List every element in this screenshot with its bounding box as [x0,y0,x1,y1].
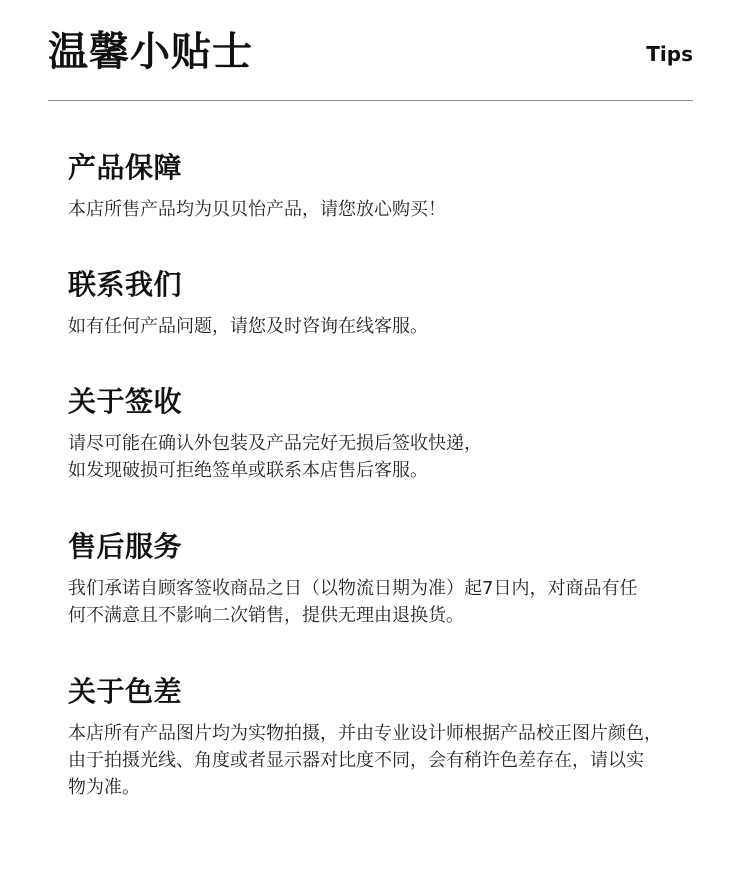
section-contact-us [68,267,708,340]
section-title: 关于签收 [68,385,183,418]
section-body [68,430,708,484]
page-title: 温馨小贴士 [48,29,253,75]
section-product-guarantee [68,150,708,223]
section-title: 关于色差 [68,675,183,708]
section-text-line: 如有任何产品问题，请您及时咨询在线客服。 [68,316,428,337]
section-body [68,196,708,223]
section-body [68,575,708,629]
section-text-line: 物为准。 [68,777,140,798]
header [48,28,693,82]
section-text-line: 如发现破损可拒绝签单或联系本店售后客服。 [68,460,428,481]
header-divider [48,100,693,101]
section-body [68,720,708,801]
section-title: 产品保障 [68,151,183,184]
section-receipt [68,384,708,484]
section-text-line: 何不满意且不影响二次销售，提供无理由退换货。 [68,605,464,626]
section-after-sales [68,529,708,629]
section-title: 售后服务 [68,530,183,563]
section-color-difference [68,674,708,801]
section-text-line: 由于拍摄光线、角度或者显示器对比度不同，会有稍许色差存在，请以实 [68,750,644,771]
section-title: 联系我们 [68,268,183,301]
tips-tag: Tips [646,42,693,66]
section-text-line: 请尽可能在确认外包装及产品完好无损后签收快递， [68,433,482,454]
section-body [68,313,708,340]
section-text-line: 我们承诺自顾客签收商品之日（以物流日期为准）起7日内，对商品有任 [68,578,638,599]
section-text-line: 本店所有产品图片均为实物拍摄，并由专业设计师根据产品校正图片颜色， [68,723,662,744]
section-text-line: 本店所售产品均为贝贝怡产品，请您放心购买！ [68,199,446,220]
